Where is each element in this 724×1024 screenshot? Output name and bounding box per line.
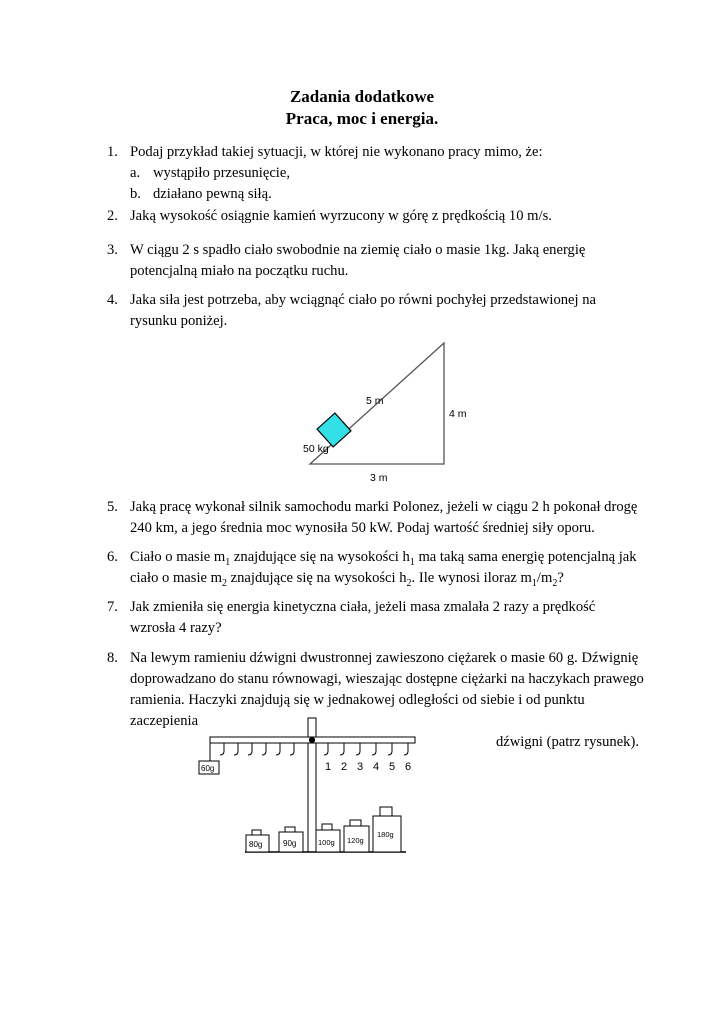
question-text: Ciało o masie $m_1$ znajdujące się na wysokości $h_1$ ma taką sama energię potencjalną jak <box>130 549 637 568</box>
question-text: Jaką pracę wykonał silnik samochodu marki Polonez, jeżeli w ciągu 2 h pokonał drogę <box>130 499 638 515</box>
question-number: 5. <box>107 499 118 515</box>
question-text: Jaką wysokość osiągnie kamień wyrzucony w górę z prędkością 10 m/s. <box>130 208 552 224</box>
question-text: Jaka siła jest potrzeba, aby wciągnąć ciało po równi pochyłej przedstawionej na <box>130 292 597 308</box>
lever-figure <box>195 714 420 864</box>
mass-label: 50 kg <box>303 443 329 455</box>
hook <box>388 743 392 755</box>
question-text: doprowadzano do stanu równowagi, wieszając dostępne ciężarki na haczykach prawego <box>130 671 644 687</box>
weight-label: 180g <box>377 830 394 839</box>
question-text: Jak zmieniła się energia kinetyczna ciała, jeżeli masa zmalała 2 razy a prędkość <box>130 599 596 615</box>
page-title: Zadania dodatkowe <box>289 87 435 106</box>
question-number: 2. <box>107 208 118 224</box>
question-text: ramienia. Haczyki znajdują się w jednakowej odległości od siebie i od punktu zaczepienia <box>130 692 585 729</box>
item-text: wystąpiło przesunięcie, <box>153 165 290 181</box>
hook <box>340 743 344 755</box>
hook-number: 1 <box>325 761 332 773</box>
question-number: 4. <box>107 292 118 308</box>
question-2 <box>107 206 647 227</box>
question-text: potencjalną miało na początku ruchu. <box>130 263 349 279</box>
question-6 <box>107 547 647 589</box>
question-3 <box>107 240 647 282</box>
question-number: 3. <box>107 242 118 258</box>
base-label: 3 m <box>370 472 388 484</box>
hook-number: 6 <box>405 761 412 773</box>
hook <box>404 743 408 755</box>
question-text: W ciągu 2 s spadło ciało swobodnie na ziemię ciało o masie 1kg. Jaką energię <box>130 242 586 258</box>
item-letter: b. <box>130 186 141 202</box>
question-5 <box>107 497 647 539</box>
page-subtitle: Praca, moc i energia. <box>285 109 439 128</box>
weight-label: 80g <box>249 840 263 849</box>
hook-number: 2 <box>341 761 348 773</box>
weight-handle <box>380 807 392 816</box>
hook <box>262 743 266 755</box>
hook <box>356 743 360 755</box>
item-text: działano pewną siłą. <box>153 186 272 202</box>
weight-label: 60g <box>201 764 215 773</box>
hook <box>220 743 224 755</box>
question-text: wzrosła 4 razy? <box>130 620 222 636</box>
weight-handle <box>252 830 261 835</box>
question-text: 240 km, a jego średnia moc wynosiła 50 kW. Podaj wartość średniej siły oporu. <box>130 520 595 536</box>
question-text: rysunku poniżej. <box>130 313 228 329</box>
question-text: dźwigni (patrz rysunek). <box>495 734 639 750</box>
hook <box>324 743 328 755</box>
list-item <box>130 184 647 205</box>
hook <box>372 743 376 755</box>
weight-label: 120g <box>347 836 364 845</box>
question-number: 8. <box>107 650 118 666</box>
hook <box>234 743 238 755</box>
question-7 <box>107 597 647 639</box>
question-text: Podaj przykład takiej sytuacji, w której nie wykonano pracy mimo, że: <box>130 144 543 160</box>
hook <box>290 743 294 755</box>
weight-handle <box>322 824 332 830</box>
item-letter: a. <box>130 165 141 181</box>
question-1 <box>107 142 647 205</box>
hook-number: 4 <box>373 761 380 773</box>
weight-handle <box>285 827 295 832</box>
question-text: ciało o masie $m_2$ znajdujące się na wysokości $h_2$. Ile wynosi iloraz $m_1/m_2$? <box>130 570 564 589</box>
hook <box>248 743 252 755</box>
weight-label: 90g <box>283 839 297 848</box>
question-text: Na lewym ramieniu dźwigni dwustronnej zawieszono ciężarek o masie 60 g. Dźwignię <box>130 650 639 666</box>
question-number: 6. <box>107 549 118 565</box>
weight-handle <box>350 820 361 826</box>
hypotenuse-label: 5 m <box>366 395 384 407</box>
block-on-incline <box>317 413 351 447</box>
hook-number: 3 <box>357 761 364 773</box>
hook-number: 5 <box>389 761 396 773</box>
weight-label: 100g <box>318 838 335 847</box>
hook <box>276 743 280 755</box>
list-item <box>130 163 647 184</box>
incline-figure <box>290 336 470 486</box>
question-number: 7. <box>107 599 118 615</box>
question-4 <box>107 290 647 332</box>
pivot-point <box>309 737 314 742</box>
height-label: 4 m <box>449 408 467 420</box>
question-number: 1. <box>107 144 118 160</box>
